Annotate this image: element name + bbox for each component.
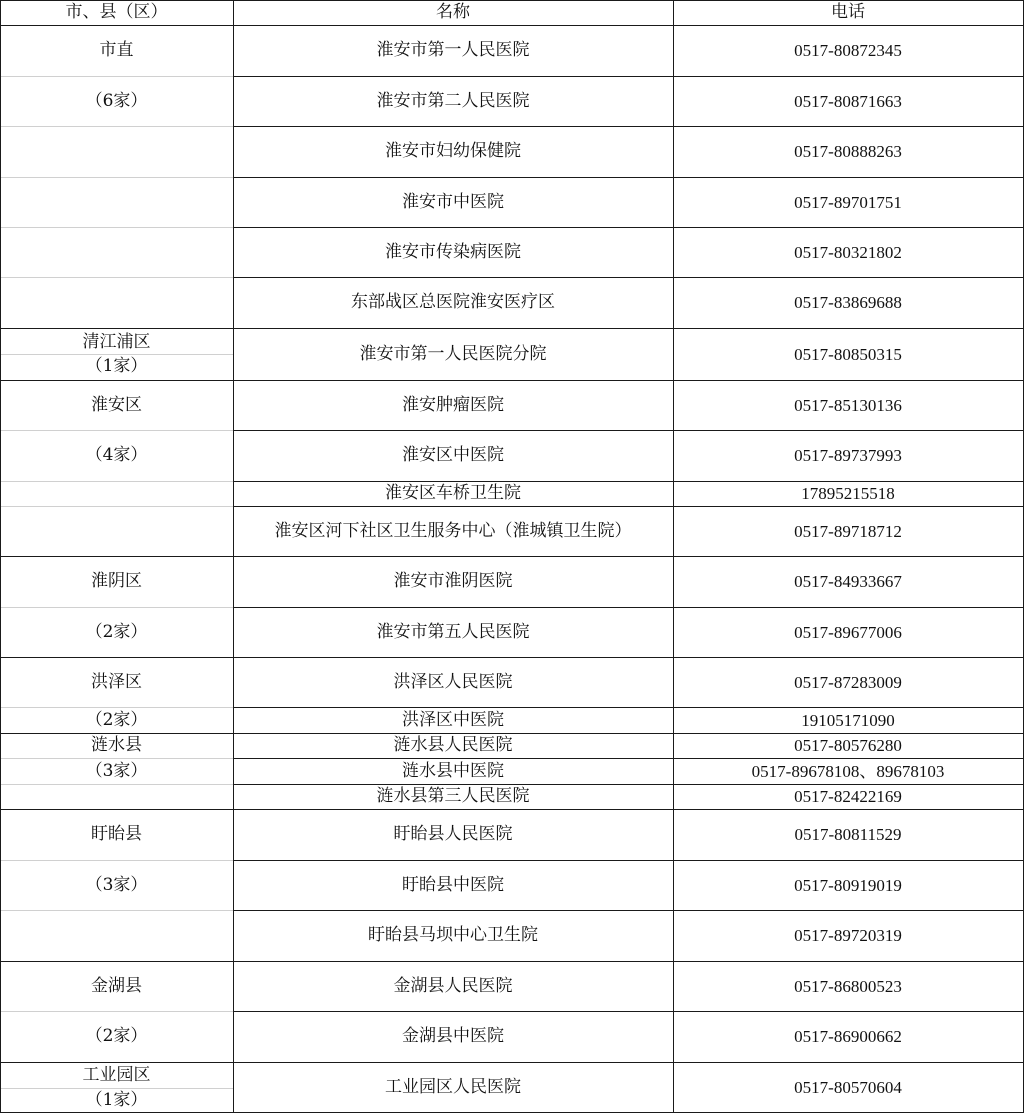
region-label: （3家）: [85, 760, 148, 781]
hospital-phone: 0517-89718712: [794, 521, 902, 541]
hospital-phone: 0517-80871663: [794, 91, 902, 111]
region-label: 工业园区: [82, 1064, 151, 1085]
hospital-phone: 19105171090: [801, 710, 895, 730]
region-label: （1家）: [85, 1089, 148, 1110]
region-label: 盱眙县: [91, 824, 142, 844]
hospital-name: 盱眙县马坝中心卫生院: [368, 925, 538, 945]
hospital-name: 金湖县人民医院: [393, 975, 513, 996]
hospital-phone: 0517-80570604: [794, 1077, 902, 1097]
region-label: （2家）: [85, 621, 148, 642]
region-label: （6家）: [85, 90, 148, 111]
hospital-name: 淮安市妇幼保健院: [385, 141, 521, 161]
region-label: 淮安区: [91, 394, 142, 415]
hospital-name: 淮安市第二人民医院: [376, 90, 530, 111]
hospital-phone: 0517-89678108、89678103: [751, 761, 945, 781]
hospital-name: 淮安市中医院: [402, 191, 504, 212]
hospital-phone: 0517-80919019: [794, 875, 902, 895]
hospital-name: 淮安市淮阴医院: [393, 571, 513, 591]
hospital-name: 洪泽区人民医院: [393, 671, 513, 692]
horizontal-rule: [0, 0, 1024, 1]
region-label: （3家）: [85, 874, 148, 895]
hospital-phone: 0517-89677006: [794, 622, 902, 642]
horizontal-rule: [0, 227, 233, 228]
header-phone: 电话: [831, 2, 865, 22]
horizontal-rule: [0, 177, 233, 178]
hospital-phone: 0517-86900662: [794, 1027, 902, 1046]
hospital-phone: 0517-82422169: [794, 787, 902, 806]
region-label: （1家）: [85, 356, 148, 376]
hospital-name: 盱眙县中医院: [402, 874, 504, 895]
hospital-phone: 0517-86800523: [794, 976, 902, 996]
horizontal-rule: [0, 506, 233, 507]
hospital-name: 淮安区车桥卫生院: [385, 483, 521, 503]
hospital-name: 淮安区中医院: [402, 445, 504, 465]
region-label: 淮阴区: [91, 571, 142, 591]
header-name: 名称: [436, 2, 470, 22]
horizontal-rule: [0, 277, 233, 278]
hospital-name: 金湖县中医院: [402, 1026, 504, 1046]
region-label: 市直: [99, 40, 134, 60]
hospital-phone: 0517-80811529: [794, 825, 902, 844]
hospital-name: 东部战区总医院淮安医疗区: [351, 292, 555, 312]
hospital-name: 淮安区河下社区卫生服务中心（淮城镇卫生院）: [274, 520, 632, 541]
hospital-phone: 0517-84933667: [794, 572, 902, 591]
horizontal-rule: [0, 910, 233, 911]
region-label: （2家）: [85, 709, 148, 730]
hospital-name: 涟水县第三人民医院: [376, 786, 530, 806]
hospital-phone: 0517-89701751: [794, 192, 902, 212]
hospital-phone: 0517-80850315: [794, 344, 902, 364]
horizontal-rule: [0, 328, 233, 329]
header-region: 市、县（区）: [65, 2, 168, 22]
hospital-name: 涟水县人民医院: [393, 735, 513, 755]
hospital-name: 淮安市传染病医院: [385, 241, 521, 262]
hospital-phone: 0517-85130136: [794, 395, 902, 415]
horizontal-rule: [0, 481, 233, 482]
hospital-name: 盱眙县人民医院: [393, 824, 513, 844]
hospital-name: 洪泽区中医院: [402, 709, 504, 730]
hospital-phone: 17895215518: [801, 484, 895, 503]
hospital-name: 涟水县中医院: [402, 760, 504, 781]
region-label: （4家）: [85, 445, 148, 465]
hospital-name: 淮安肿瘤医院: [402, 394, 504, 415]
hospital-name: 淮安市第一人民医院: [376, 40, 530, 60]
hospital-phone: 0517-89737993: [794, 446, 902, 465]
hospital-phone: 0517-80888263: [794, 142, 902, 161]
hospital-phone: 0517-80872345: [794, 41, 902, 60]
hospital-phone: 0517-80576280: [794, 736, 902, 755]
region-label: （2家）: [85, 1026, 148, 1046]
region-label: 洪泽区: [91, 671, 142, 692]
region-label: 清江浦区: [82, 331, 151, 352]
region-label: 涟水县: [91, 735, 142, 755]
hospital-phone: 0517-80321802: [794, 242, 902, 262]
region-label: 金湖县: [91, 975, 142, 996]
horizontal-rule: [0, 784, 233, 785]
hospital-name: 淮安市第五人民医院: [376, 621, 530, 642]
horizontal-rule: [0, 126, 233, 127]
hospital-phone: 0517-89720319: [794, 926, 902, 945]
hospital-name: 工业园区人民医院: [385, 1076, 521, 1097]
hospital-phone: 0517-83869688: [794, 293, 902, 312]
hospital-name: 淮安市第一人民医院分院: [359, 343, 547, 364]
hospital-phone: 0517-87283009: [794, 672, 902, 692]
